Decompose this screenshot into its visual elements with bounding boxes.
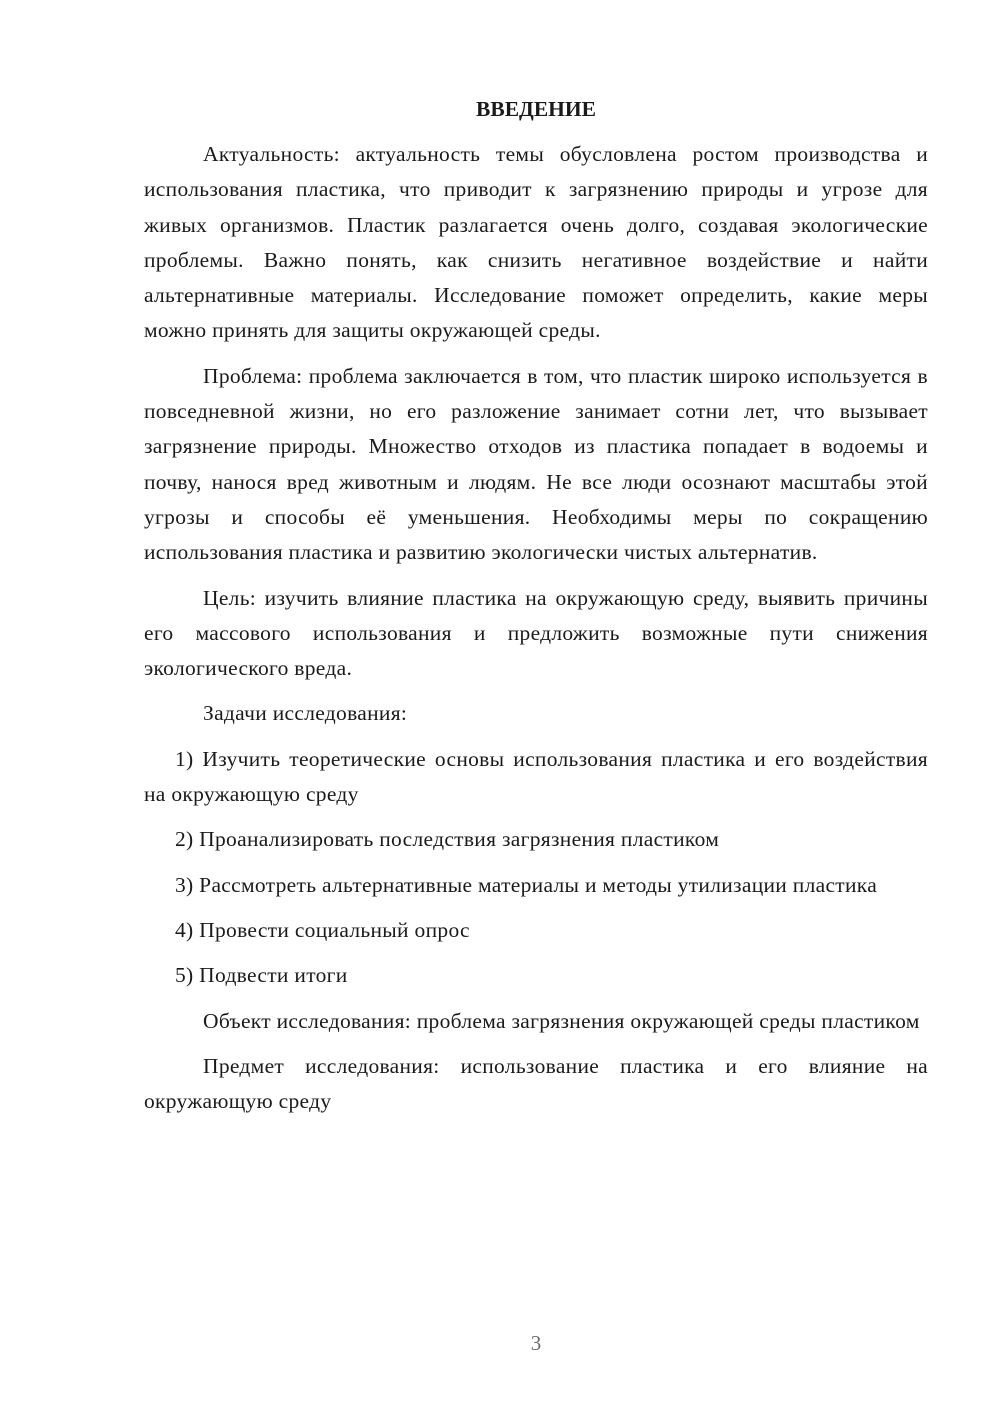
paragraph-relevance: Актуальность: актуальность темы обусловлена ростом производства и использования пластика, что приводит к загрязнению природы и угрозе для живых организмов. Пластик разлагается очень долго, создавая экологические проблемы. Важно понять, как снизить негативное воздействие и найти альтернативные материалы. Исследование поможет определить, какие меры можно принять для защиты окружающей среды. bbox=[144, 142, 928, 343]
list-item-task-4: 4) Провести социальный опрос bbox=[175, 917, 470, 942]
paragraph-research-subject: Предмет исследования: использование пластика и его влияние на окружающую среду bbox=[144, 1053, 928, 1114]
list-item-task-1: 1) Изучить теоретические основы использования пластика и его воздействия на окружающую среду bbox=[144, 746, 928, 807]
paragraph-problem: Проблема: проблема заключается в том, что пластик широко используется в повседневной жизни, но его разложение занимает сотни лет, что вызывает загрязнение природы. Множество отходов из пластика попадает в водоемы и почву, нанося вред животным и людям. Не все люди осознают масштабы этой угрозы и способы её уменьшения. Необходимы меры по сокращению использования пластика и развитию экологически чистых альтернатив. bbox=[144, 363, 928, 565]
list-item-task-3: 3) Рассмотреть альтернативные материалы и методы утилизации пластика bbox=[175, 872, 878, 897]
list-item-task-2: 2) Проанализировать последствия загрязнения пластиком bbox=[175, 827, 720, 852]
paragraph-tasks-heading: Задачи исследования: bbox=[203, 701, 408, 726]
list-item-task-5: 5) Подвести итоги bbox=[175, 963, 348, 988]
paragraph-goal: Цель: изучить влияние пластика на окружающую среду, выявить причины его массового использования и предложить возможные пути снижения экологического вреда. bbox=[144, 585, 928, 681]
paragraph-research-object: Объект исследования: проблема загрязнения окружающей среды пластиком bbox=[203, 1008, 920, 1033]
page-heading: ВВЕДЕНИЕ bbox=[476, 97, 596, 121]
page-number: 3 bbox=[530, 1331, 542, 1355]
page-content bbox=[144, 92, 928, 1129]
